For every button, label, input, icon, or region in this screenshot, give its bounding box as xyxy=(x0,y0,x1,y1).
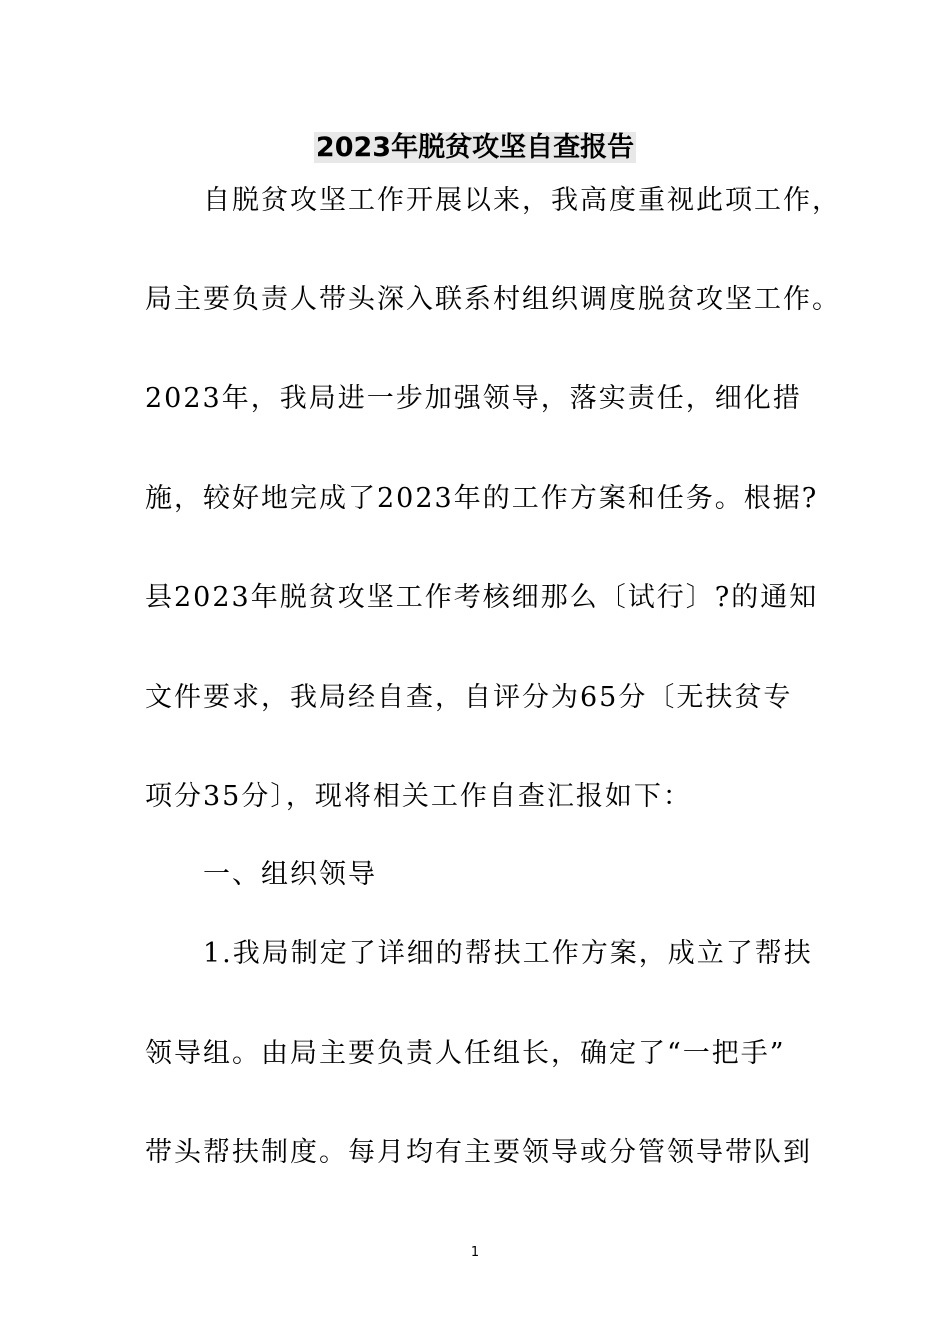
body-line-4: 施，较好地完成了2023年的工作方案和任务。根据? xyxy=(145,483,819,514)
body-line-3: 2023年，我局进一步加强领导，落实责任，细化措 xyxy=(145,383,802,414)
body-line-9: 领导组。由局主要负责人任组长，确定了“一把手” xyxy=(145,1038,786,1069)
document-title xyxy=(0,128,950,168)
body-line-10: 带头帮扶制度。每月均有主要领导或分管领导带队到 xyxy=(145,1137,812,1168)
body-line-8: 1.我局制定了详细的帮扶工作方案，成立了帮扶 xyxy=(145,938,813,969)
body-line-2: 局主要负责人带头深入联系村组织调度脱贫攻坚工作。 xyxy=(145,284,841,315)
body-line-6: 文件要求，我局经自查，自评分为65分〔无扶贫专 xyxy=(145,682,793,713)
body-line-5: 县2023年脱贫攻坚工作考核细那么〔试行〕?的通知 xyxy=(145,582,819,613)
document-title-text: 2023年脱贫攻坚自查报告 xyxy=(315,132,635,163)
body-line-7: 项分35分〕，现将相关工作自查汇报如下： xyxy=(145,781,692,812)
page-number: 1 xyxy=(470,1245,480,1260)
body-line-1: 自脱贫攻坚工作开展以来，我高度重视此项工作， xyxy=(145,185,841,216)
section-heading: 一、组织领导 xyxy=(145,859,377,890)
